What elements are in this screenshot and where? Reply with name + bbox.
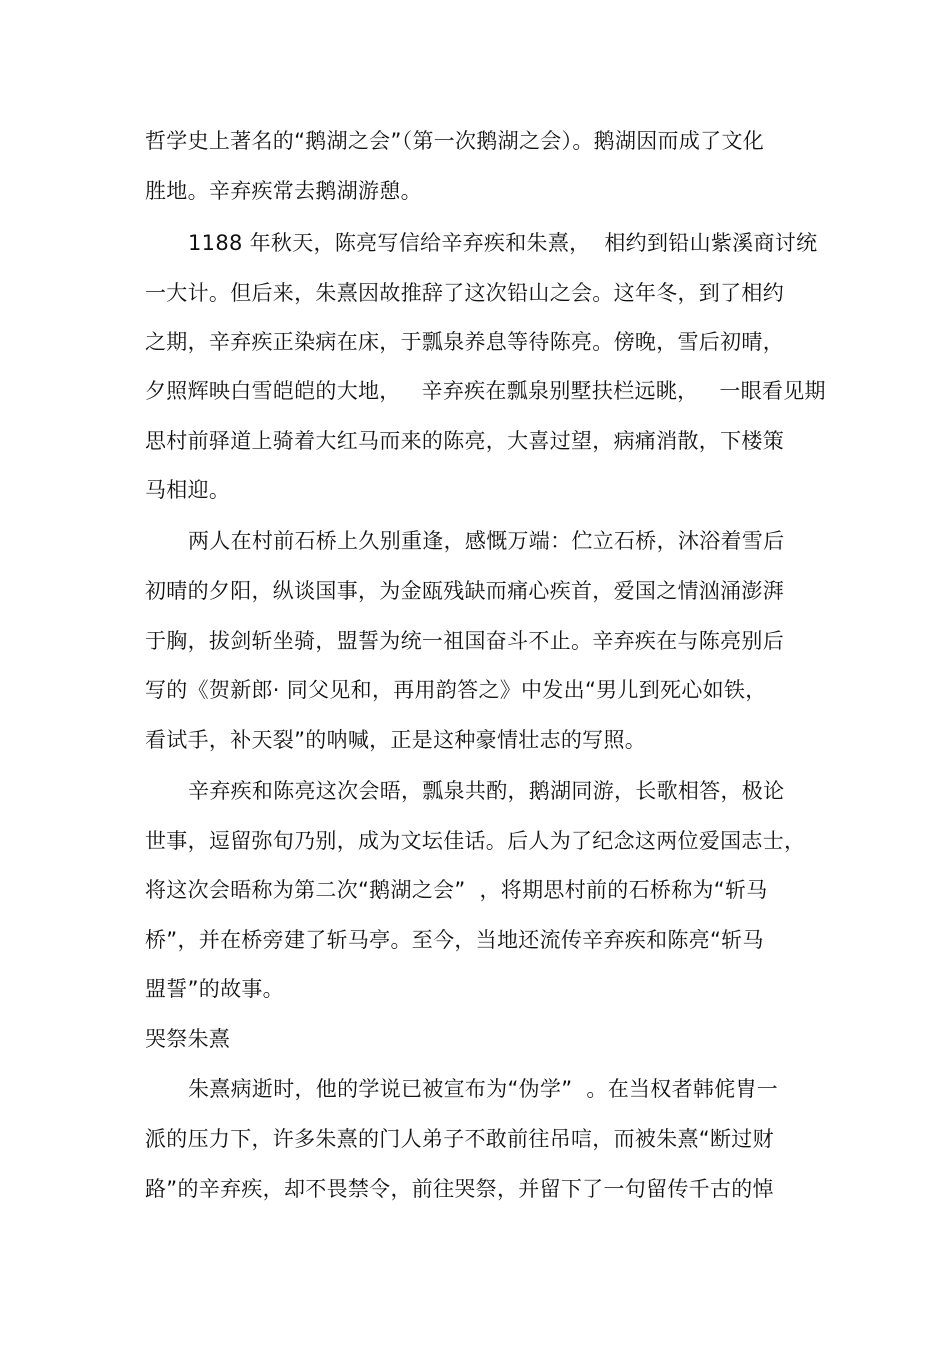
text-line: 夕照辉映白雪皑皑的大地， 辛弃疾在瓢泉别墅扶栏远眺， 一眼看见期 xyxy=(145,379,826,403)
text-line: 思村前驿道上骑着大红马而来的陈亮，大喜过望，病痛消散，下楼策 xyxy=(145,429,784,453)
text-line: 于胸，拔剑斩坐骑，盟誓为统一祖国奋斗不止。辛弃疾在与陈亮别后 xyxy=(145,629,784,653)
text-line: 一大计。但后来，朱熹因故推辞了这次铅山之会。这年冬，到了相约 xyxy=(145,281,784,305)
text-line: 桥”，并在桥旁建了斩马亭。至今，当地还流传辛弃疾和陈亮“斩马 xyxy=(145,928,764,952)
text-line: 哲学史上著名的“鹅湖之会”（第一次鹅湖之会）。鹅湖因而成了文化 xyxy=(145,129,765,153)
text-line: 看试手，补天裂”的呐喊，正是这种豪情壮志的写照。 xyxy=(145,728,647,752)
paragraph-start-line: 两人在村前石桥上久别重逢，感慨万端：伫立石桥，沐浴着雪后 xyxy=(188,529,785,553)
paragraph-start-line: 1188 年秋天，陈亮写信给辛弃疾和朱熹， 相约到铅山紫溪商讨统 xyxy=(188,231,818,255)
paragraph-start-line: 朱熹病逝时，他的学说已被宣布为“伪学” 。在当权者韩侂胄一 xyxy=(188,1077,779,1101)
text-line: 盟誓”的故事。 xyxy=(145,977,284,1001)
text-line: 马相迎。 xyxy=(145,478,231,502)
text-line: 写的《贺新郎· 同父见和，再用韵答之》中发出“男儿到死心如铁， xyxy=(145,678,767,702)
text-line: 路”的辛弃疾，却不畏禁令，前往哭祭，并留下了一句留传千古的悼 xyxy=(145,1177,774,1201)
paragraph-start-line: 辛弃疾和陈亮这次会晤，瓢泉共酌，鹅湖同游，长歌相答，极论 xyxy=(188,779,785,803)
section-heading: 哭祭朱熹 xyxy=(145,1027,231,1051)
text-line: 将这次会晤称为第二次“鹅湖之会” ，将期思村前的石桥称为“斩马 xyxy=(145,878,768,902)
text-line: 胜地。辛弃疾常去鹅湖游憩。 xyxy=(145,179,422,203)
text-line: 世事，逗留弥旬乃别，成为文坛佳话。后人为了纪念这两位爱国志士， xyxy=(145,829,806,853)
text-line: 派的压力下，许多朱熹的门人弟子不敢前往吊唁，而被朱熹“断过财 xyxy=(145,1127,774,1151)
text-line: 之期，辛弃疾正染病在床，于瓢泉养息等待陈亮。傍晚，雪后初晴， xyxy=(145,330,784,354)
text-line: 初晴的夕阳，纵谈国事，为金瓯残缺而痛心疾首，爱国之情汹涌澎湃 xyxy=(145,579,784,603)
